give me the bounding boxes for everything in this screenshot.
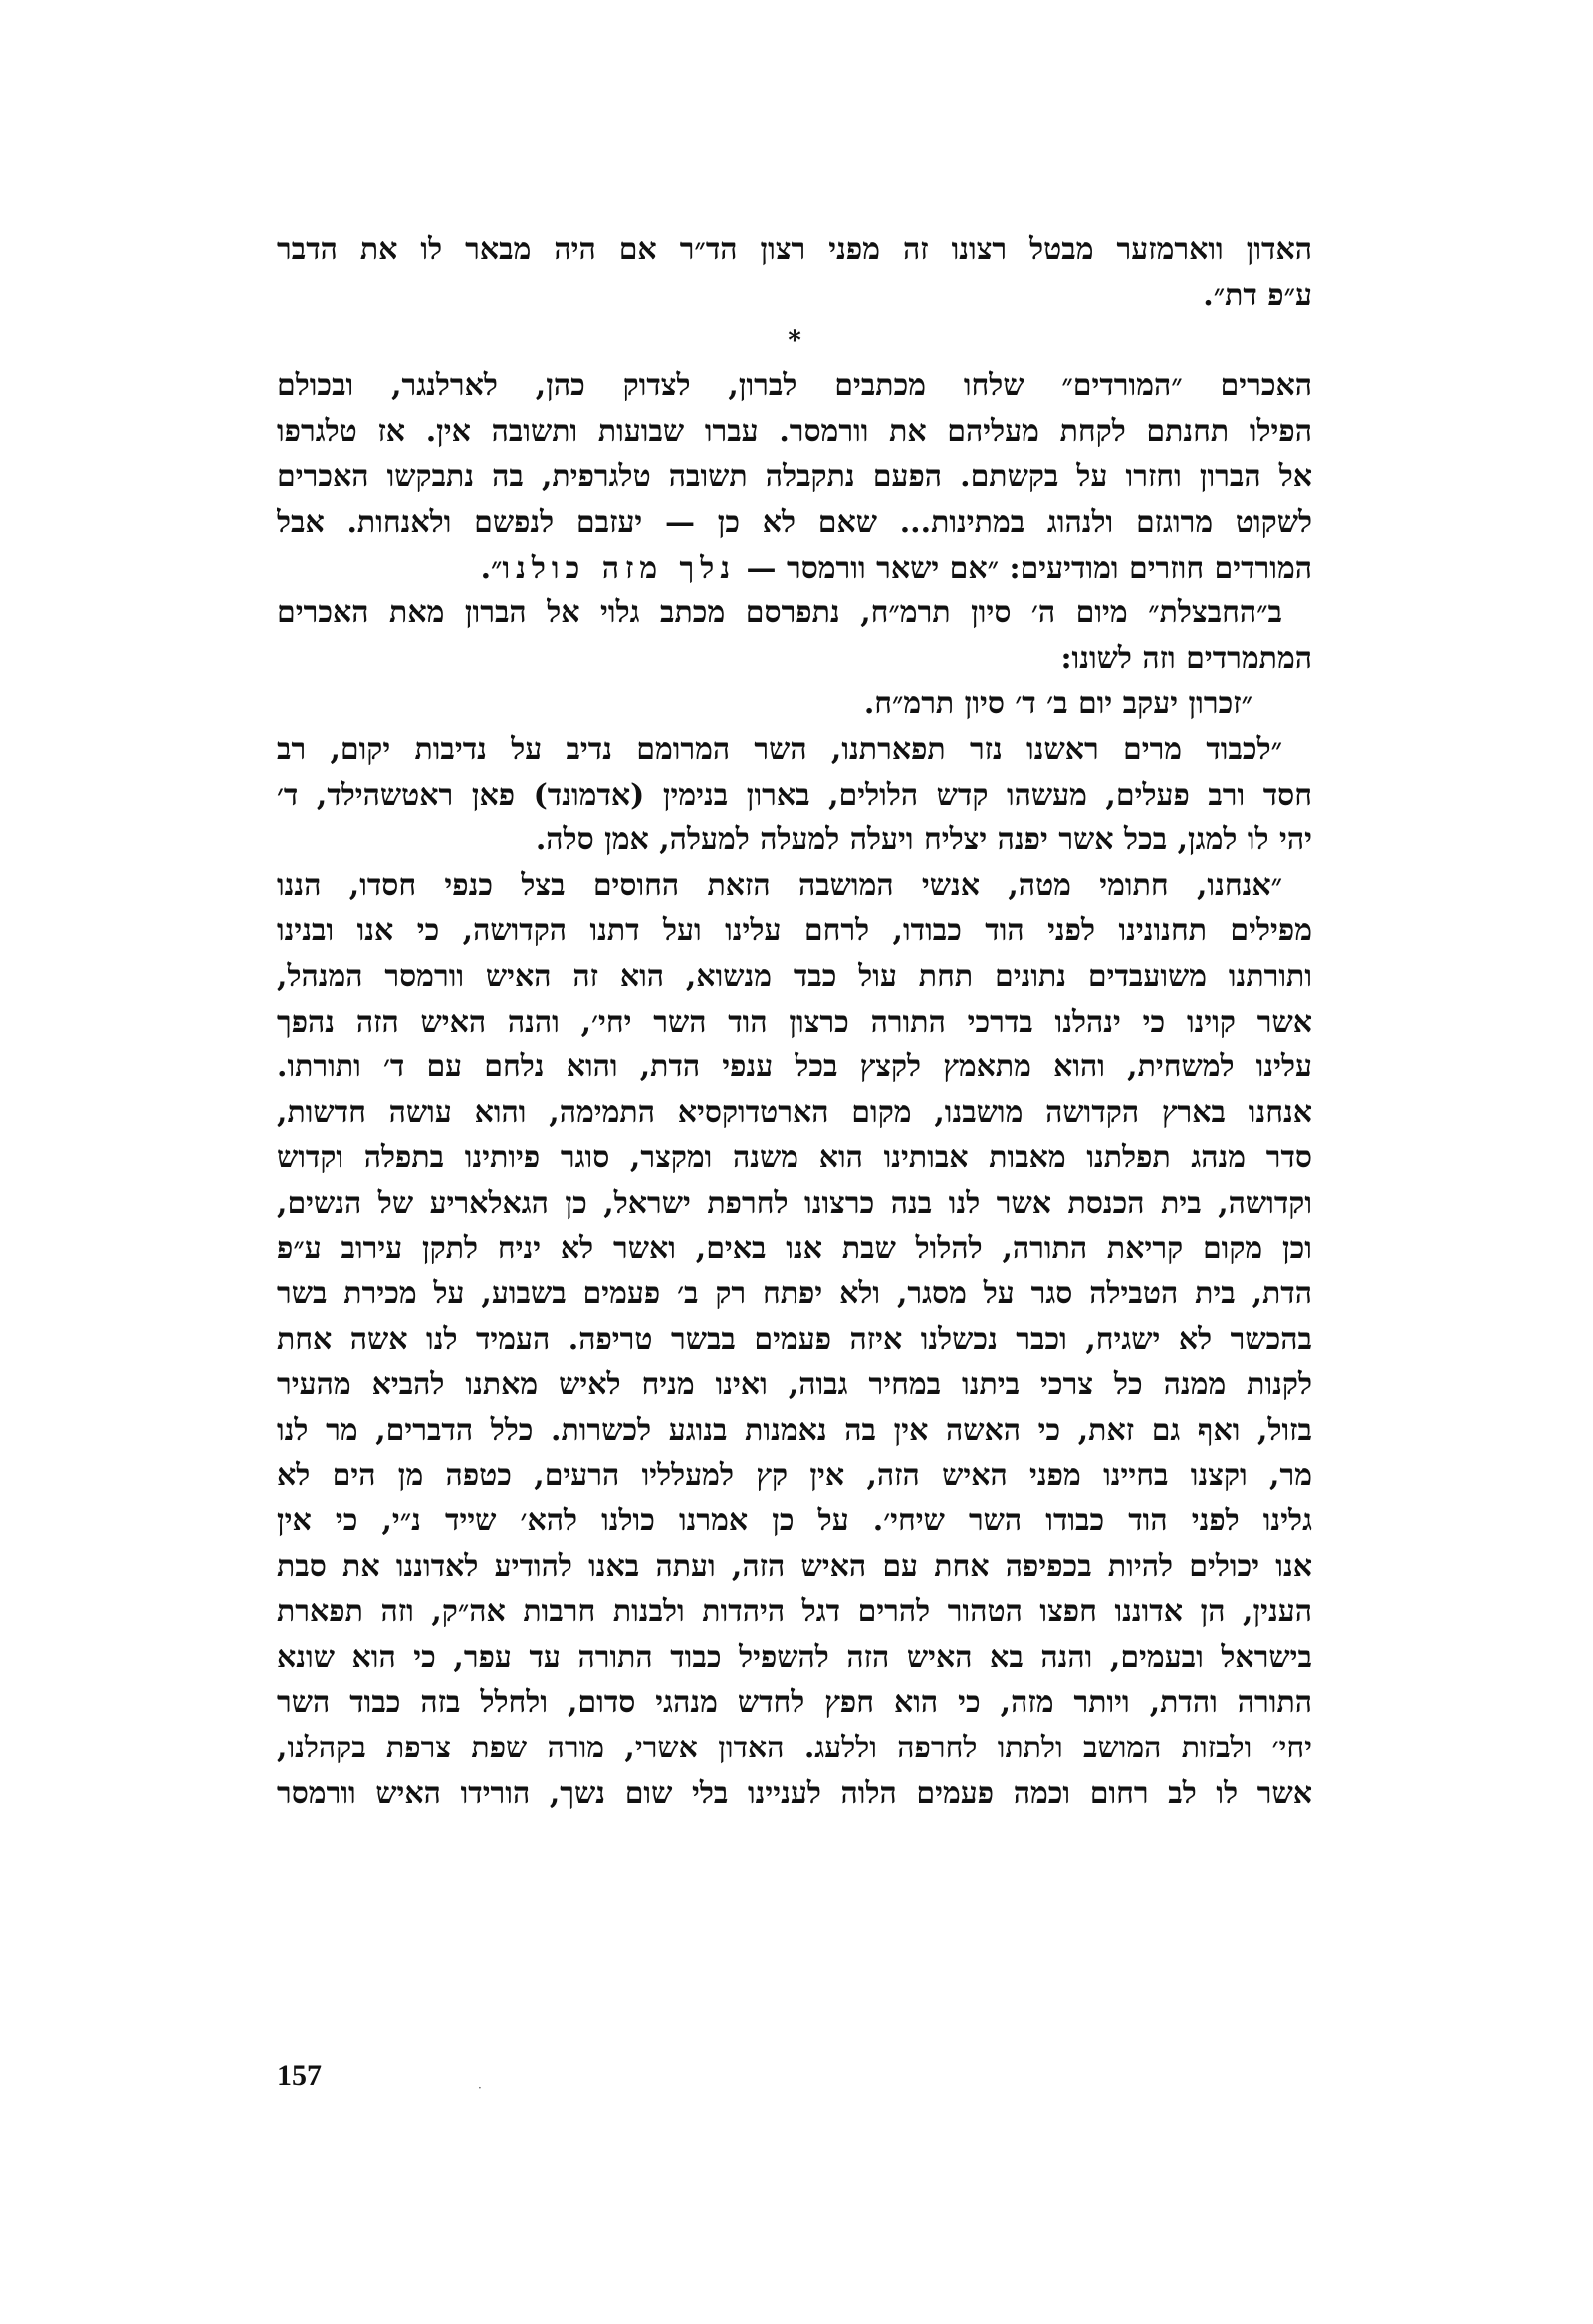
text-line: יהי לו למגן, בכל אשר יפנה יצליח ויעלה למעלה למעלה, אמן סלה.: [535, 822, 1312, 858]
text-line: ותורתנו משועבדים נתונים תחת עול כבד מנשוא, הוא זה האיש וורמסר המנהל,: [277, 958, 1312, 994]
text-line: בזול, ואף גם זאת, כי האשה אין בה נאמנות בנוגע לכשרות. כלל הדברים, מר לנו: [277, 1412, 1312, 1448]
text-line: חסד ורב פעלים, מעשהו קדש הלולים, בארון בנימין (אדמונד) פאן ראטשהילד, ד׳: [277, 777, 1312, 813]
text-line: אנחנו בארץ הקדושה מושבנו, מקום הארטדוקסיא התמימה, והוא עושה חדשות,: [277, 1094, 1312, 1130]
text-line: הענין, הן אדוננו חפצו הטהור להרים דגל היהדות ולבנות חרבות אה״ק, וזה תפארת: [277, 1594, 1312, 1630]
page-number: 157: [277, 2059, 322, 2092]
text-line: ״לכבוד מרים ראשנו נזר תפארתנו, השר המרומם נדיב על נדיבות יקום, רב: [277, 731, 1282, 767]
page-speck: ·: [478, 2081, 482, 2095]
text-line: סדר מנהג תפלתנו מאבות אבותינו הוא משנה ומקצר, סוגר פיותינו בתפלה וקדוש: [277, 1140, 1312, 1176]
text-line: אנו יכולים להיות בכפיפה אחת עם האיש הזה, ועתה באנו להודיע לאדוננו את סבת: [277, 1548, 1312, 1584]
text-line: ״אנחנו, חתומי מטה, אנשי המושבה הזאת החוסים בצל כנפי חסדו, הננו: [277, 867, 1282, 903]
text-line: בהכשר לא ישגיח, וכבר נכשלנו איזה פעמים בבשר טריפה. העמיד לנו אשה אחת: [277, 1321, 1312, 1357]
text-line-quote: [277, 546, 1312, 591]
text-line: גלינו לפני הוד כבודו השר שיחי׳. על כן אמרנו כולנו להא׳ שייד נ״י, כי אין: [277, 1504, 1312, 1539]
text-line: אשר לו לב רחום וכמה פעמים הלוה לעניינו בלי שום נשך, הורידו האיש וורמסר: [277, 1775, 1312, 1811]
quote-suffix: ״.: [480, 550, 503, 585]
text-line: בישראל ובעמים, והנה בא האיש הזה להשפיל כבוד התורה עד עפר, כי הוא שונא: [277, 1639, 1312, 1675]
dateline-text: ״זכרון יעקב יום ב׳ ד׳ סיון תרמ״ח.: [863, 686, 1252, 722]
letter-dateline: [277, 681, 1312, 727]
text-line: המתמרדים וזה לשונו:: [1060, 640, 1312, 676]
text-line: עלינו למשחית, והוא מתאמץ לקצץ בכל ענפי הדת, והוא נלחם עם ד׳ ותורתו.: [277, 1049, 1312, 1085]
text-line: וקדושה, בית הכנסת אשר לנו בנה כרצונו לחרפת ישראל, כן הגאלאריע של הנשים,: [277, 1185, 1312, 1221]
paragraph-farmers: [277, 363, 1312, 590]
text-line: הפילו תחנתם לקחת מעליהם את וורמסר. עברו שבועות ותשובה אין. אז טלגרפו: [277, 413, 1312, 449]
text-line: ב״החבצלת״ מיום ה׳ סיון תרמ״ח, נתפרסם מכתב גלוי אל הברון מאת האכרים: [277, 595, 1282, 631]
letter-body: [277, 863, 1312, 1816]
text-line: אשר קוינו כי ינהלנו בדרכי התורה כרצון הוד השר יחי׳, והנה האיש הזה נהפך: [277, 1004, 1312, 1040]
paragraph-intro: [277, 227, 1312, 318]
paragraph-chavatzelet: [277, 590, 1312, 681]
text-line: האכרים ״המורדים״ שלחו מכתבים לברון, לצדוק כהן, לארלנגר, ובכולם: [277, 368, 1312, 404]
spaced-emphasis: נלך מזה כולנו: [502, 550, 737, 585]
text-line: וכן מקום קריאת התורה, להלול שבת אנו באים, ואשר לא יניח לתקן עירוב ע״פ: [277, 1231, 1312, 1267]
text-block: [277, 227, 1312, 1816]
text-line: יחי׳ ולבזות המושב ולתתו לחרפה וללעג. האדון אשרי, מורה שפת צרפת בקהלנו,: [277, 1731, 1312, 1765]
text-line: אל הברון וחזרו על בקשתם. הפעם נתקבלה תשובה טלגרפית, בה נתבקשו האכרים: [277, 459, 1312, 495]
text-line: ע״פ דת״.: [1203, 277, 1312, 313]
text-line: התורה והדת, ויותר מזה, כי הוא חפץ לחדש מנהגי סדום, ולחלל בזה כבוד השר: [277, 1685, 1312, 1721]
text-line: לשקוט מרוגזם ולנהוג במתינות... שאם לא כן — יעזבם לנפשם ולאנחות. אבל: [277, 504, 1312, 540]
quote-prefix: המורדים חוזרים ומודיעים: ״אם ישאר וורמסר —: [736, 550, 1312, 585]
letter-salutation: [277, 727, 1312, 863]
text-line: מפילים תחנונינו לפני הוד כבודו, לרחם עלינו ועל דתנו הקדושה, כי אנו ובנינו: [277, 913, 1312, 949]
text-line: הדת, בית הטבילה סגר על מסגר, ולא יפתח רק ב׳ פעמים בשבוע, על מכירת בשר: [277, 1277, 1312, 1312]
section-separator: *: [788, 326, 801, 356]
text-line: מר, וקצנו בחיינו מפני האיש הזה, אין קץ למעלליו הרעים, כטפה מן הים לא: [277, 1458, 1312, 1494]
text-line: לקנות ממנה כל צרכי ביתנו במחיר גבוה, ואינו מניח לאיש מאתנו להביא מהעיר: [277, 1367, 1312, 1403]
text-line: האדון ווארמזער מבטל רצונו זה מפני רצון הד״ר אם היה מבאר לו את הדבר: [277, 232, 1312, 267]
